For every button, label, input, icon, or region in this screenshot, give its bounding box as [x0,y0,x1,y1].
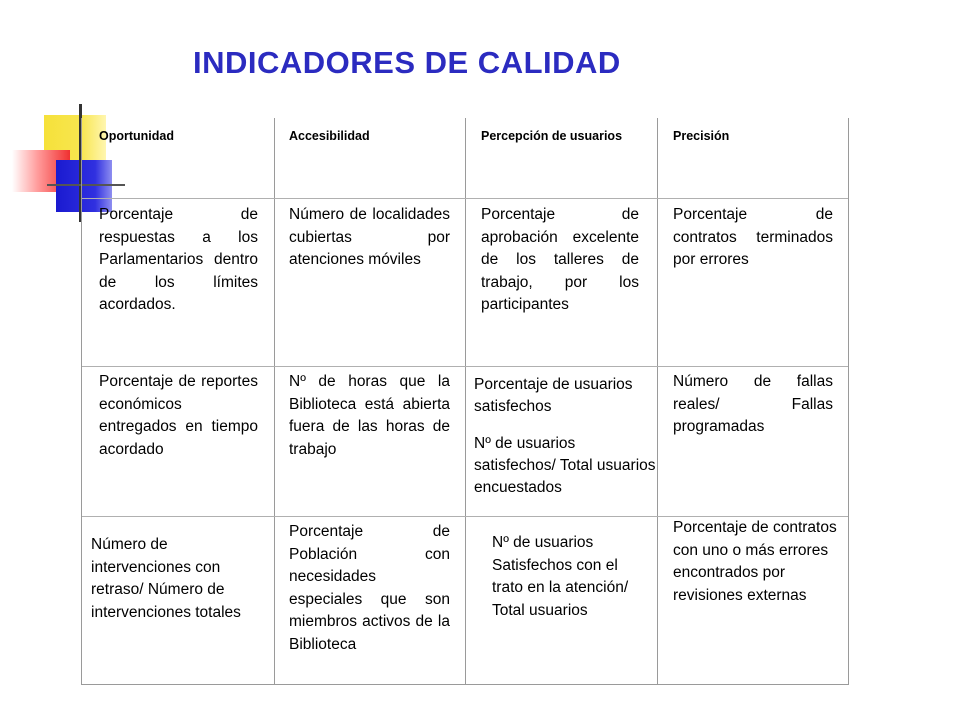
cell-r3-accesibilidad: Porcentaje de Población con necesidades especiales que son miembros activos de la Biblioteca [289,523,450,653]
cell-r2-precision: Número de fallas reales/ Fallas programadas [673,373,833,435]
header-precision: Precisión [673,129,730,143]
quality-indicators-table [81,118,849,685]
cell-r2-percepcion [474,374,659,499]
cell-r3-percepcion: Nº de usuarios Satisfechos con el trato en la atención/ Total usuarios [492,534,629,619]
header-oportunidad: Oportunidad [99,129,174,143]
page-title: INDICADORES DE CALIDAD [193,45,621,80]
cell-r1-percepcion: Porcentaje de aprobación excelente de los talleres de trabajo, por los participantes [481,206,639,313]
cell-r2-percepcion-line2: Nº de usuarios satisfechos/ Total usuarios encuestados [474,435,656,496]
cell-r3-oportunidad: Número de intervenciones con retraso/ Número de intervenciones totales [91,536,241,621]
cell-r2-oportunidad: Porcentaje de reportes económicos entregados en tiempo acordado [99,373,258,458]
cell-r1-oportunidad: Porcentaje de respuestas a los Parlamentarios dentro de los límites acordados. [99,206,258,313]
row-divider [82,198,848,199]
row-divider [82,366,848,367]
header-percepcion-usuarios: Percepción de usuarios [481,129,623,143]
header-accesibilidad: Accesibilidad [289,129,370,143]
cell-r1-precision: Porcentaje de contratos terminados por errores [673,206,833,268]
column-divider [465,118,466,684]
cell-r2-accesibilidad: Nº de horas que la Biblioteca está abierta fuera de las horas de trabajo [289,373,450,458]
cell-r2-percepcion-line1: Porcentaje de usuarios satisfechos [474,376,633,415]
cell-r3-precision: Porcentaje de contratos con uno o más errores encontrados por revisiones externas [673,519,837,604]
cell-r1-accesibilidad: Número de localidades cubiertas por atenciones móviles [289,206,450,268]
column-divider [274,118,275,684]
